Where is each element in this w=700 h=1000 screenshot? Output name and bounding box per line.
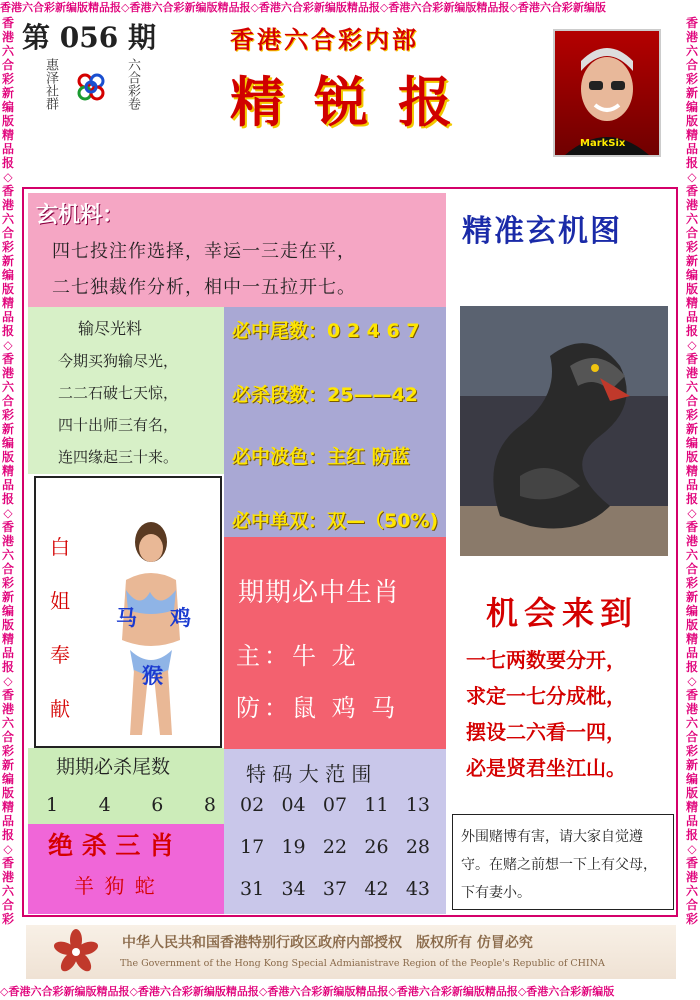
- kill-tail-number: 4: [98, 794, 111, 816]
- range-number: 43: [405, 878, 430, 900]
- lose-all-title: 输尽光料: [78, 319, 143, 338]
- bauhinia-emblem-icon: [52, 928, 100, 976]
- prediction-label: 必中波色：: [232, 446, 328, 468]
- range-number: 19: [281, 836, 306, 858]
- lose-all-line-1: 今期买狗输尽光，: [58, 352, 179, 370]
- page-subtitle: 香港六合彩内部: [230, 25, 419, 54]
- kill-tail-numbers: [46, 794, 216, 816]
- zodiac-guard: 防：鼠 鸡 马: [236, 694, 400, 722]
- opportunity-line-4: 必是贤君坐江山。: [466, 756, 626, 780]
- kill-zodiac-animals: 羊 狗 蛇: [74, 874, 157, 898]
- gift-animal: 鸡: [170, 605, 191, 630]
- range-number: 04: [281, 794, 306, 816]
- dragon-sculpture-image: [460, 306, 668, 556]
- prediction-label: 必中单双：: [232, 510, 328, 532]
- special-range-table: [240, 794, 430, 920]
- prediction-label: 必中尾数：: [232, 320, 328, 342]
- special-range-title: 特 码 大 范 围: [246, 762, 372, 786]
- kill-tail-number: 8: [203, 794, 216, 816]
- range-number: 17: [240, 836, 265, 858]
- gift-char: 白: [50, 535, 70, 559]
- prediction-value: 双—（50%): [327, 510, 439, 532]
- prediction-value: 0 2 4 6 7: [327, 320, 420, 342]
- kill-tail-title: 期期必杀尾数: [56, 756, 171, 778]
- range-number: 28: [405, 836, 430, 858]
- portrait-caption: MarkSix: [580, 138, 626, 149]
- mystery-chart-title: 精准玄机图: [462, 214, 622, 249]
- gift-char: 奉: [50, 643, 70, 667]
- gift-char: 献: [50, 697, 70, 721]
- range-number: 34: [281, 878, 306, 900]
- range-number: 42: [364, 878, 389, 900]
- mystery-line-1: 四七投注作选择，幸运一三走在平，: [52, 241, 356, 262]
- prediction-row: [232, 316, 420, 343]
- prediction-row: [232, 506, 438, 533]
- warning-notice: 外围赌博有害，请大家自觉遵守。在赌之前想一下上有父母，下有妻小。: [452, 814, 674, 910]
- prediction-row: [232, 380, 418, 407]
- prediction-value: 主红 防蓝: [327, 446, 410, 468]
- footer-authorization: 中华人民共和国香港特别行政区政府内部授权 版权所有 仿冒必究: [122, 935, 533, 951]
- range-number: 37: [322, 878, 348, 900]
- decorative-border-left: 香港六合彩新编版精品报◇香港六合彩新编版精品报◇香港六合彩新编版精品报◇香港六合彩新编版精品报◇香港六合彩新编版精品报◇香港六合彩: [1, 16, 14, 926]
- zodiac-title: 期期必中生肖: [238, 578, 401, 608]
- gift-animal: 猴: [142, 663, 163, 688]
- special-range-row: [240, 878, 430, 920]
- special-range-row: [240, 836, 430, 878]
- range-number: 22: [322, 836, 348, 858]
- opportunity-title: 机会来到: [486, 594, 639, 632]
- prediction-value: 25——42: [327, 384, 418, 406]
- special-range-row: [240, 794, 430, 836]
- prediction-row: [232, 442, 410, 469]
- lottery-label: 六合彩卷: [125, 58, 140, 110]
- mystery-line-2: 二七独裁作分析，相中一五拉开七。: [52, 277, 356, 298]
- kill-zodiac-title: 绝 杀 三 肖: [48, 831, 175, 860]
- gift-char: 姐: [50, 589, 70, 613]
- rings-logo-icon: [74, 70, 108, 104]
- range-number: 11: [364, 794, 389, 816]
- kill-tail-number: 6: [151, 794, 164, 816]
- decorative-border-bottom: ◇香港六合彩新编版精品报◇香港六合彩新编版精品报◇香港六合彩新编版精品报◇香港六合彩新编版精品报◇香港六合彩新编版: [0, 984, 700, 1000]
- range-number: 26: [364, 836, 389, 858]
- page-title: 精锐报: [230, 70, 482, 134]
- range-number: 31: [240, 878, 265, 900]
- decorative-border-right: 香港六合彩新编版精品报◇香港六合彩新编版精品报◇香港六合彩新编版精品报◇香港六合彩新编版精品报◇香港六合彩新编版精品报◇香港六合彩: [685, 16, 698, 926]
- range-number: 13: [405, 794, 430, 816]
- range-number: 02: [240, 794, 265, 816]
- community-label: 惠泽社群: [43, 58, 58, 110]
- prediction-label: 必杀段数：: [232, 384, 328, 406]
- decorative-border-top: 香港六合彩新编版精品报◇香港六合彩新编版精品报◇香港六合彩新编版精品报◇香港六合彩新编版精品报◇香港六合彩新编版: [0, 0, 700, 16]
- opportunity-line-3: 摆设二六看一四，: [466, 720, 626, 744]
- lose-all-line-2: 二二石破七天惊，: [58, 384, 179, 402]
- kill-tail-number: 1: [46, 794, 59, 816]
- lose-all-line-4: 连四缘起三十来。: [58, 448, 179, 466]
- opportunity-line-2: 求定一七分成枇，: [466, 684, 626, 708]
- zodiac-main: 主：牛 龙: [236, 642, 360, 670]
- mystery-label: 玄机料：: [36, 202, 125, 228]
- lose-all-line-3: 四十出师三有名，: [58, 416, 179, 434]
- gift-animal: 马: [116, 605, 137, 630]
- footer-english: The Government of the Hong Kong Special Admianistrave Region of the People's Republic of CHINA: [120, 958, 605, 969]
- range-number: 07: [322, 794, 348, 816]
- gift-vertical-text: [50, 520, 74, 736]
- opportunity-line-1: 一七两数要分开，: [466, 648, 626, 672]
- issue-number: 第 056 期: [22, 21, 156, 54]
